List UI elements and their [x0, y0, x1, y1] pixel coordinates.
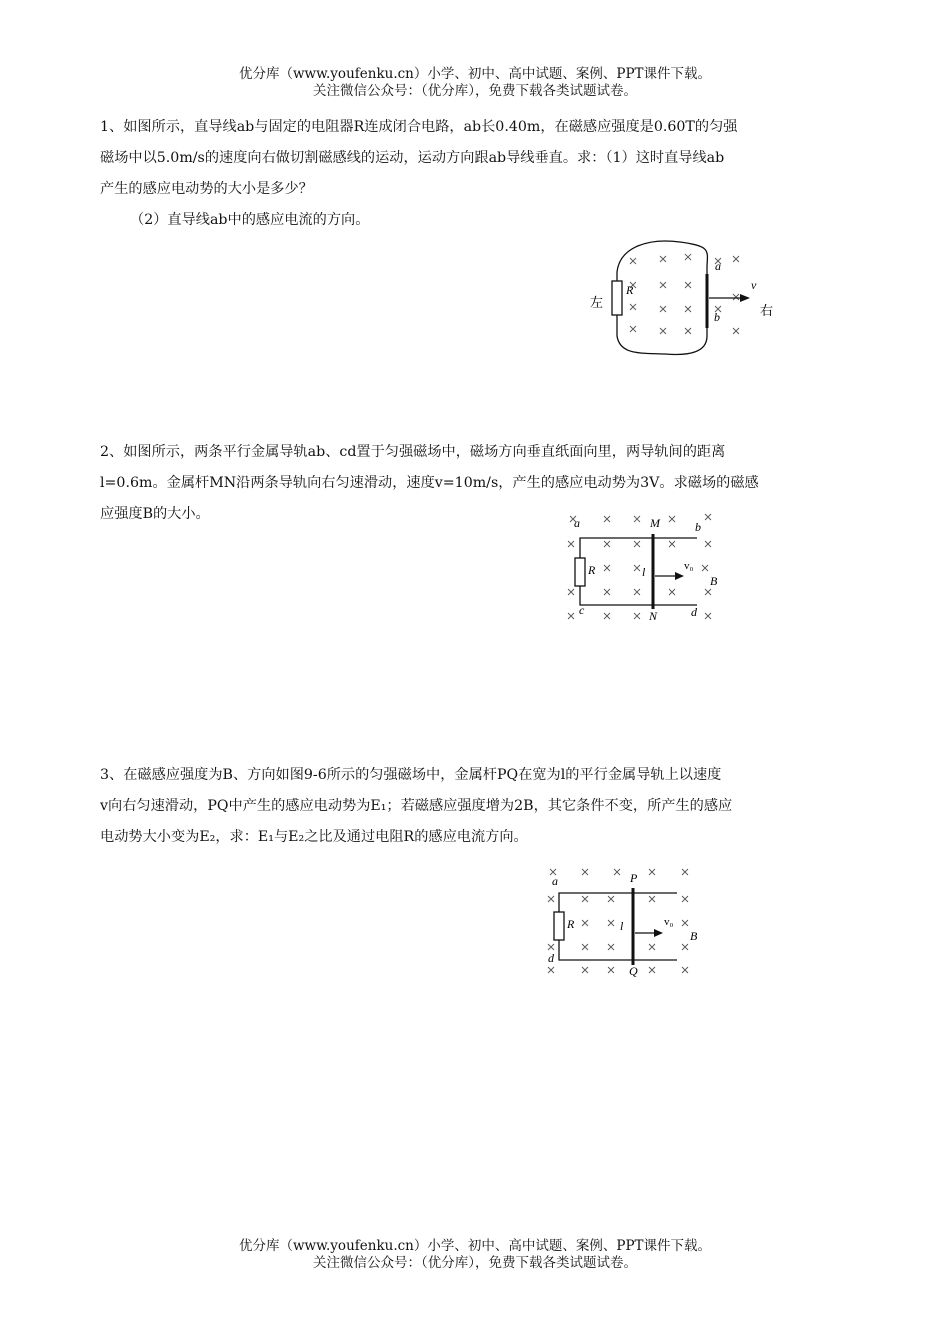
q1-line-3: 产生的感应电动势的大小是多少？	[100, 181, 313, 197]
q2-label-c: c	[579, 603, 585, 617]
question-1	[100, 112, 852, 236]
q3-label-a: a	[552, 874, 558, 888]
q1-label-a: a	[715, 259, 721, 273]
q2-label-B: B	[710, 574, 718, 588]
q1-arrow-head	[740, 294, 750, 302]
q2-label-d: d	[691, 605, 697, 619]
q2-label-R: R	[588, 563, 596, 577]
header-line-1: 优分库（www.youfenku.cn）小学、初中、高中试题、案例、PPT课件下载。	[238, 66, 712, 82]
page-footer	[0, 1238, 950, 1272]
q2-label-v0: v₀	[684, 560, 694, 572]
q1-label-b: b	[714, 310, 720, 324]
q3-label-Q: Q	[629, 964, 638, 978]
q1-label-v: v	[751, 278, 757, 292]
q1-line-2: 磁场中以5.0m/s的速度向右做切割磁感线的运动，运动方向跟ab导线垂直。求：（1）这时直导线ab	[100, 150, 725, 166]
q2-label-b: b	[695, 520, 701, 534]
q2-label-a: a	[574, 516, 580, 530]
question-2	[100, 437, 852, 530]
q2-resistor	[575, 558, 585, 586]
q3-label-d: d	[548, 951, 554, 965]
header-line-2: 关注微信公众号：（优分库），免费下载各类试题试卷。	[313, 83, 637, 99]
q3-line-3: 电动势大小变为E₂，求：E₁与E₂之比及通过电阻R的感应电流方向。	[100, 829, 528, 845]
q1-label-left: 左	[590, 295, 604, 310]
q1-field-crosses	[630, 254, 739, 334]
q2-line-3: 应强度B的大小。	[100, 506, 210, 522]
q2-label-l: l	[642, 565, 646, 579]
q3-line-2: v向右匀速滑动，PQ中产生的感应电动势为E₁；若磁感应强度增为2B，其它条件不变，所产生的感应	[100, 798, 733, 814]
q1-resistor	[612, 281, 622, 315]
footer-line-1: 优分库（www.youfenku.cn）小学、初中、高中试题、案例、PPT课件下载。	[238, 1238, 712, 1254]
question-3	[100, 760, 852, 853]
page-header	[0, 66, 950, 100]
q3-label-P: P	[630, 871, 638, 885]
q3-rails	[559, 893, 677, 960]
q2-line-2: l=0.6m。金属杆MN沿两条导轨向右匀速滑动，速度v=10m/s，产生的感应电动势为3V。求磁场的磁感	[100, 475, 759, 491]
q1-line-1: 1、如图所示，直导线ab与固定的电阻器R连成闭合电路，ab长0.40m，在磁感应强度是0.60T的匀强	[100, 119, 738, 135]
q1-label-right: 右	[760, 303, 774, 318]
q2-label-N: N	[649, 609, 658, 623]
q3-label-B: B	[690, 929, 698, 943]
q2-line-1: 2、如图所示，两条平行金属导轨ab、cd置于匀强磁场中，磁场方向垂直纸面向里，两导轨间的距离	[100, 444, 726, 460]
q3-arrow-head	[654, 929, 663, 937]
q1-label-R: R	[626, 283, 634, 297]
q3-label-l: l	[620, 919, 624, 933]
q2-rails	[580, 538, 697, 605]
q2-label-M: M	[650, 516, 660, 530]
q1-circuit-figure	[580, 236, 790, 366]
q1-line-4: （2）直导线ab中的感应电流的方向。	[130, 212, 370, 228]
q2-circuit-figure	[562, 510, 732, 628]
q3-circuit-figure	[542, 862, 712, 980]
q3-label-v0: v₀	[664, 916, 674, 928]
q3-line-1: 3、在磁感应强度为B、方向如图9-6所示的匀强磁场中，金属杆PQ在宽为l的平行金属导轨上以速度	[100, 767, 722, 783]
q3-label-R: R	[567, 917, 575, 931]
q3-resistor	[554, 912, 564, 940]
footer-line-2: 关注微信公众号：（优分库），免费下载各类试题试卷。	[313, 1255, 637, 1271]
q2-arrow-head	[675, 572, 684, 580]
